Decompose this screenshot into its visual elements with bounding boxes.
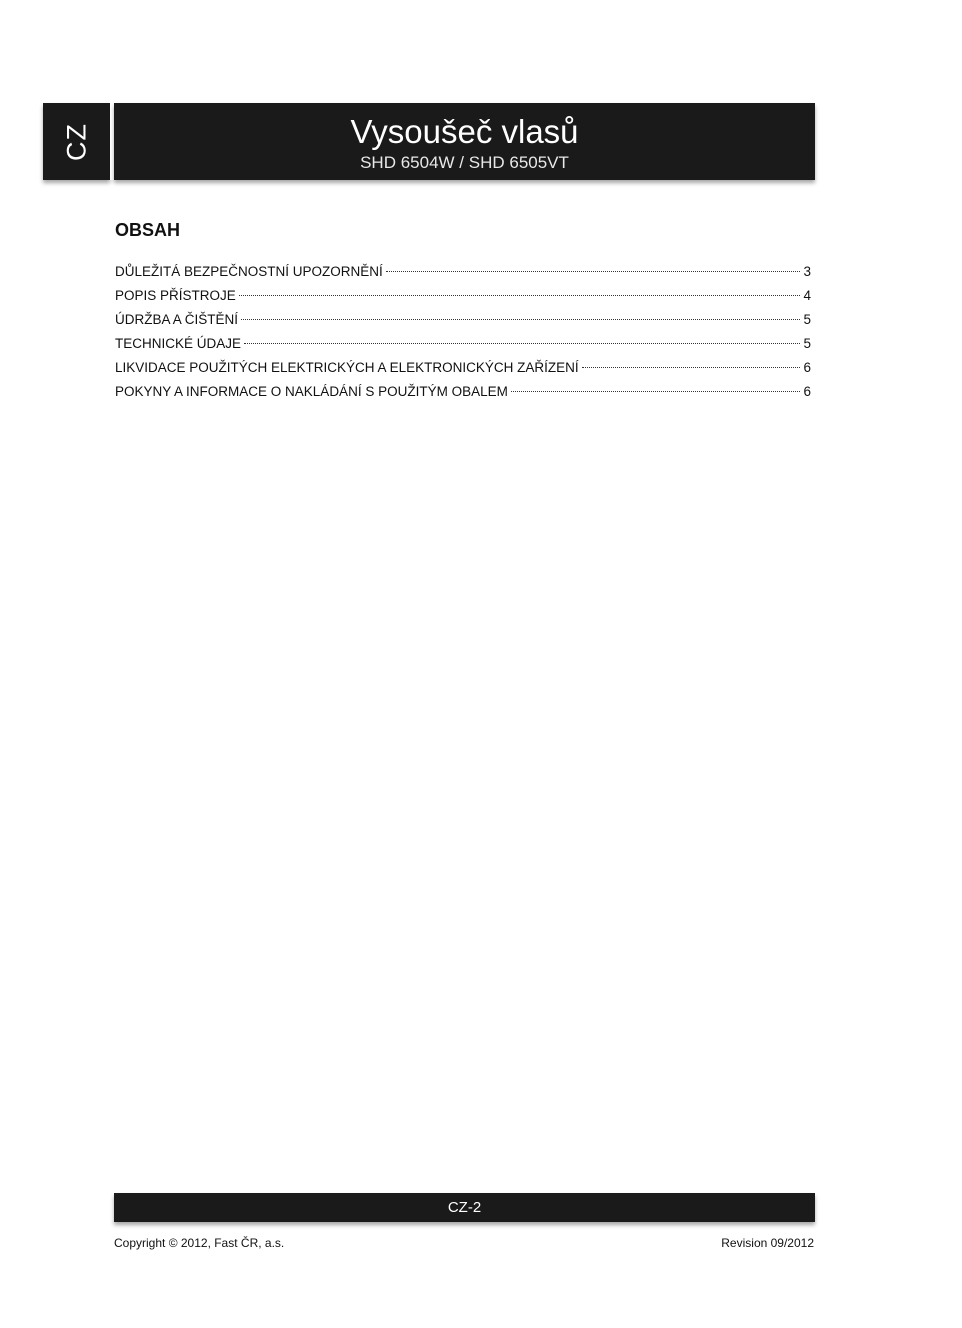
language-code: CZ xyxy=(61,122,91,161)
toc-leader-dots xyxy=(241,319,800,320)
toc-entry-label: POPIS PŘÍSTROJE xyxy=(115,288,236,303)
toc-entry-label: TECHNICKÉ ÚDAJE xyxy=(115,336,242,351)
toc-entry-page: 3 xyxy=(803,264,811,279)
toc-entry[interactable] xyxy=(115,308,811,332)
toc-leader-dots xyxy=(386,271,801,272)
toc-entry[interactable] xyxy=(115,284,811,308)
toc-leader-dots xyxy=(511,391,801,392)
toc-entry-label: POKYNY A INFORMACE O NAKLÁDÁNÍ S POUŽITÝM OBALEM xyxy=(115,384,508,399)
toc-entry-page: 6 xyxy=(803,360,811,375)
toc-leader-dots xyxy=(239,295,801,296)
toc-entry-page: 6 xyxy=(803,384,811,399)
toc-entry-page: 5 xyxy=(803,312,811,327)
toc-entry[interactable] xyxy=(115,332,811,356)
header-banner xyxy=(114,103,815,180)
revision-info: Revision 09/2012 xyxy=(721,1236,814,1250)
page-number: CZ-2 xyxy=(447,1199,482,1216)
toc-leader-dots xyxy=(244,343,800,344)
toc-entry[interactable] xyxy=(115,356,811,380)
toc-entry-page: 5 xyxy=(803,336,811,351)
toc-heading: OBSAH xyxy=(115,220,181,240)
toc-entry-label: DŮLEŽITÁ BEZPEČNOSTNÍ UPOZORNĚNÍ xyxy=(115,264,383,279)
toc-entry-label: LIKVIDACE POUŽITÝCH ELEKTRICKÝCH A ELEKTRONICKÝCH ZAŘÍZENÍ xyxy=(115,360,579,375)
model-numbers: SHD 6504W / SHD 6505VT xyxy=(360,153,569,172)
toc-entry-page: 4 xyxy=(803,288,811,303)
toc-entry[interactable] xyxy=(115,380,811,404)
toc-entry[interactable] xyxy=(115,260,811,284)
toc-entry-label: ÚDRŽBA A ČIŠTĚNÍ xyxy=(115,312,239,327)
table-of-contents xyxy=(115,260,811,404)
copyright-notice: Copyright © 2012, Fast ČR, a.s. xyxy=(114,1236,285,1250)
document-title: Vysoušeč vlasů xyxy=(350,113,579,150)
toc-leader-dots xyxy=(582,367,801,368)
language-tab xyxy=(43,103,110,180)
page-number-bar xyxy=(114,1193,815,1222)
